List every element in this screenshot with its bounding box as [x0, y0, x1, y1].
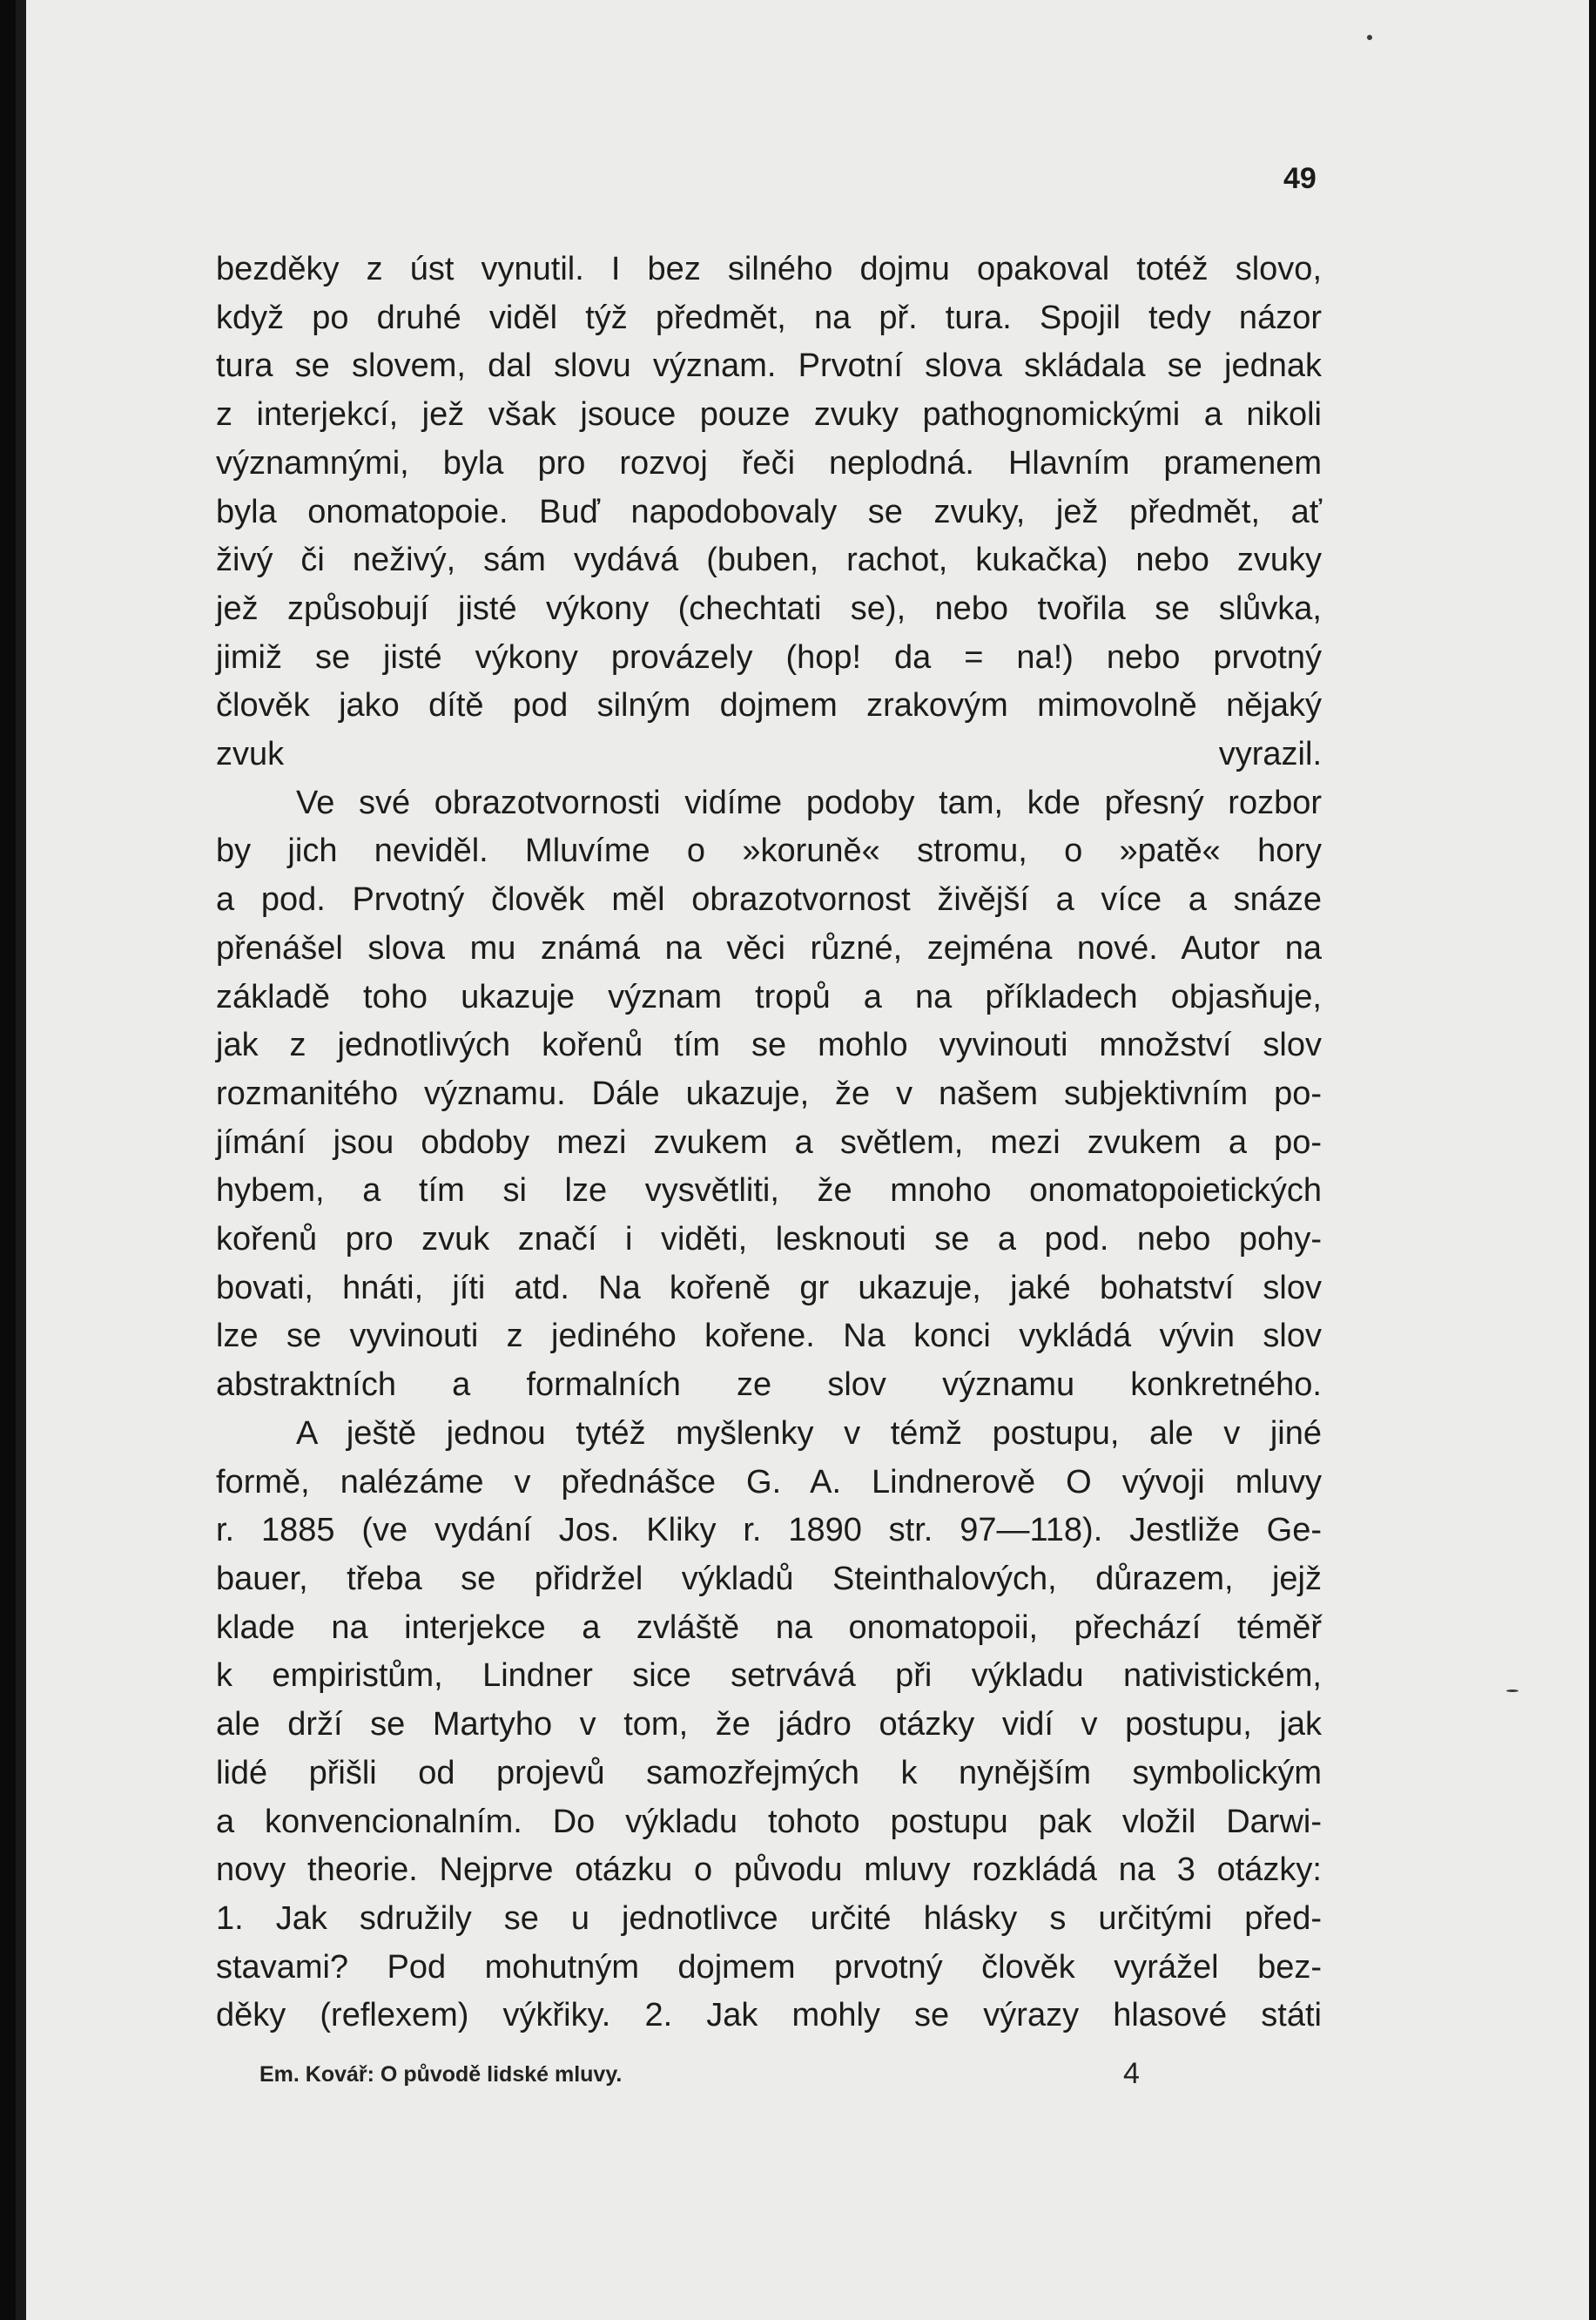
page-footer [259, 2057, 1148, 2090]
text-line: byla onomatopoie. Buď napodobovaly se zvuky, jež předmět, ať [216, 493, 1322, 530]
text-line: z interjekcí, jež však jsouce pouze zvuky pathognomickými a nikoli [216, 396, 1322, 434]
text-line: stavami? Pod mohutným dojmem prvotný člověk vyrážel bez- [216, 1948, 1322, 1986]
text-line: lze se vyvinouti z jediného kořene. Na konci vykládá vývin slov [216, 1318, 1322, 1355]
paragraph-3 [216, 1410, 1322, 2040]
text-line: hybem, a tím si lze vysvětliti, že mnoho onomatopoietických [216, 1172, 1322, 1210]
paragraph-1 [216, 246, 1322, 779]
text-line: tura se slovem, dal slovu význam. Prvotní slova skládala se jednak [216, 347, 1322, 385]
text-line: a konvencionalním. Do výkladu tohoto postupu pak vložil Darwi- [216, 1803, 1322, 1840]
text-line: jimiž se jisté výkony provázely (hop! da = na!) nebo prvotný [216, 638, 1322, 676]
text-line-last: abstraktních a formalních ze slov významu konkretného. [216, 1366, 1322, 1404]
text-line: klade na interjekce a zvláště na onomatopoii, přechází téměř [216, 1608, 1322, 1646]
text-line: 1. Jak sdružily se u jednotlivce určité hlásky s určitými před- [216, 1899, 1322, 1937]
signature-mark: 4 [1123, 2057, 1140, 2090]
body-text [216, 246, 1322, 2040]
text-line: jímání jsou obdoby mezi zvukem a světlem, mezi zvukem a po- [216, 1123, 1322, 1161]
text-line: A ještě jednou tytéž myšlenky v témž postupu, ale v jiné [296, 1414, 1322, 1452]
text-line: rozmanitého významu. Dále ukazuje, že v našem subjektivním po- [216, 1075, 1322, 1112]
text-line: novy theorie. Nejprve otázku o původu mluvy rozkládá na 3 otázky: [216, 1851, 1322, 1889]
text-line-last: zvuk vyrazil. [216, 736, 1322, 773]
text-line: ale drží se Martyho v tom, že jádro otázky vidí v postupu, jak [216, 1706, 1322, 1743]
scan-speck [1367, 35, 1372, 40]
text-line: bauer, třeba se přidržel výkladů Steinthalových, důrazem, jejž [216, 1560, 1322, 1597]
text-line: r. 1885 (ve vydání Jos. Kliky r. 1890 str. 97—118). Jestliže Ge- [216, 1512, 1322, 1549]
scan-speck [1506, 1689, 1519, 1692]
text-line: přenášel slova mu známá na věci různé, zejména nové. Autor na [216, 929, 1322, 967]
text-line: živý či neživý, sám vydává (buben, rachot, kukačka) nebo zvuky [216, 542, 1322, 579]
text-line: Ve své obrazotvornosti vidíme podoby tam, kde přesný rozbor [296, 784, 1322, 821]
text-line: bezděky z úst vynutil. I bez silného dojmu opakoval totéž slovo, [216, 251, 1322, 287]
text-line: bovati, hnáti, jíti atd. Na kořeně gr ukazuje, jaké bohatství slov [216, 1269, 1322, 1306]
text-line: významnými, byla pro rozvoj řeči neplodná. Hlavním pramenem [216, 444, 1322, 482]
text-line: formě, nalézáme v přednášce G. A. Lindnerově O vývoji mluvy [216, 1463, 1322, 1501]
footer-running-title: Em. Kovář: O původě lidské mluvy. [259, 2062, 623, 2087]
text-line: člověk jako dítě pod silným dojmem zrakovým mimovolně nějaký [216, 687, 1322, 725]
text-line: kořenů pro zvuk značí i viděti, lesknouti se a pod. nebo pohy- [216, 1221, 1322, 1258]
text-line: když po druhé viděl týž předmět, na př. tura. Spojil tedy názor [216, 299, 1322, 336]
text-line: jak z jednotlivých kořenů tím se mohlo vyvinouti množství slov [216, 1027, 1322, 1064]
text-line: děky (reflexem) výkřiky. 2. Jak mohly se výrazy hlasové státi [216, 1997, 1322, 2034]
text-line: jež způsobují jisté výkony (chechtati se), nebo tvořila se slůvka, [216, 590, 1322, 627]
page-number: 49 [1283, 162, 1317, 195]
text-line: by jich neviděl. Mluvíme o »koruně« stromu, o »patě« hory [216, 833, 1322, 870]
paragraph-2 [216, 779, 1322, 1410]
text-line: základě toho ukazuje význam tropů a na příkladech objasňuje, [216, 978, 1322, 1015]
text-line: k empiristům, Lindner sice setrvává při výkladu nativistickém, [216, 1657, 1322, 1695]
text-line: a pod. Prvotný člověk měl obrazotvornost živější a více a snáze [216, 881, 1322, 919]
text-line: lidé přišli od projevů samozřejmých k nynějším symbolickým [216, 1754, 1322, 1791]
